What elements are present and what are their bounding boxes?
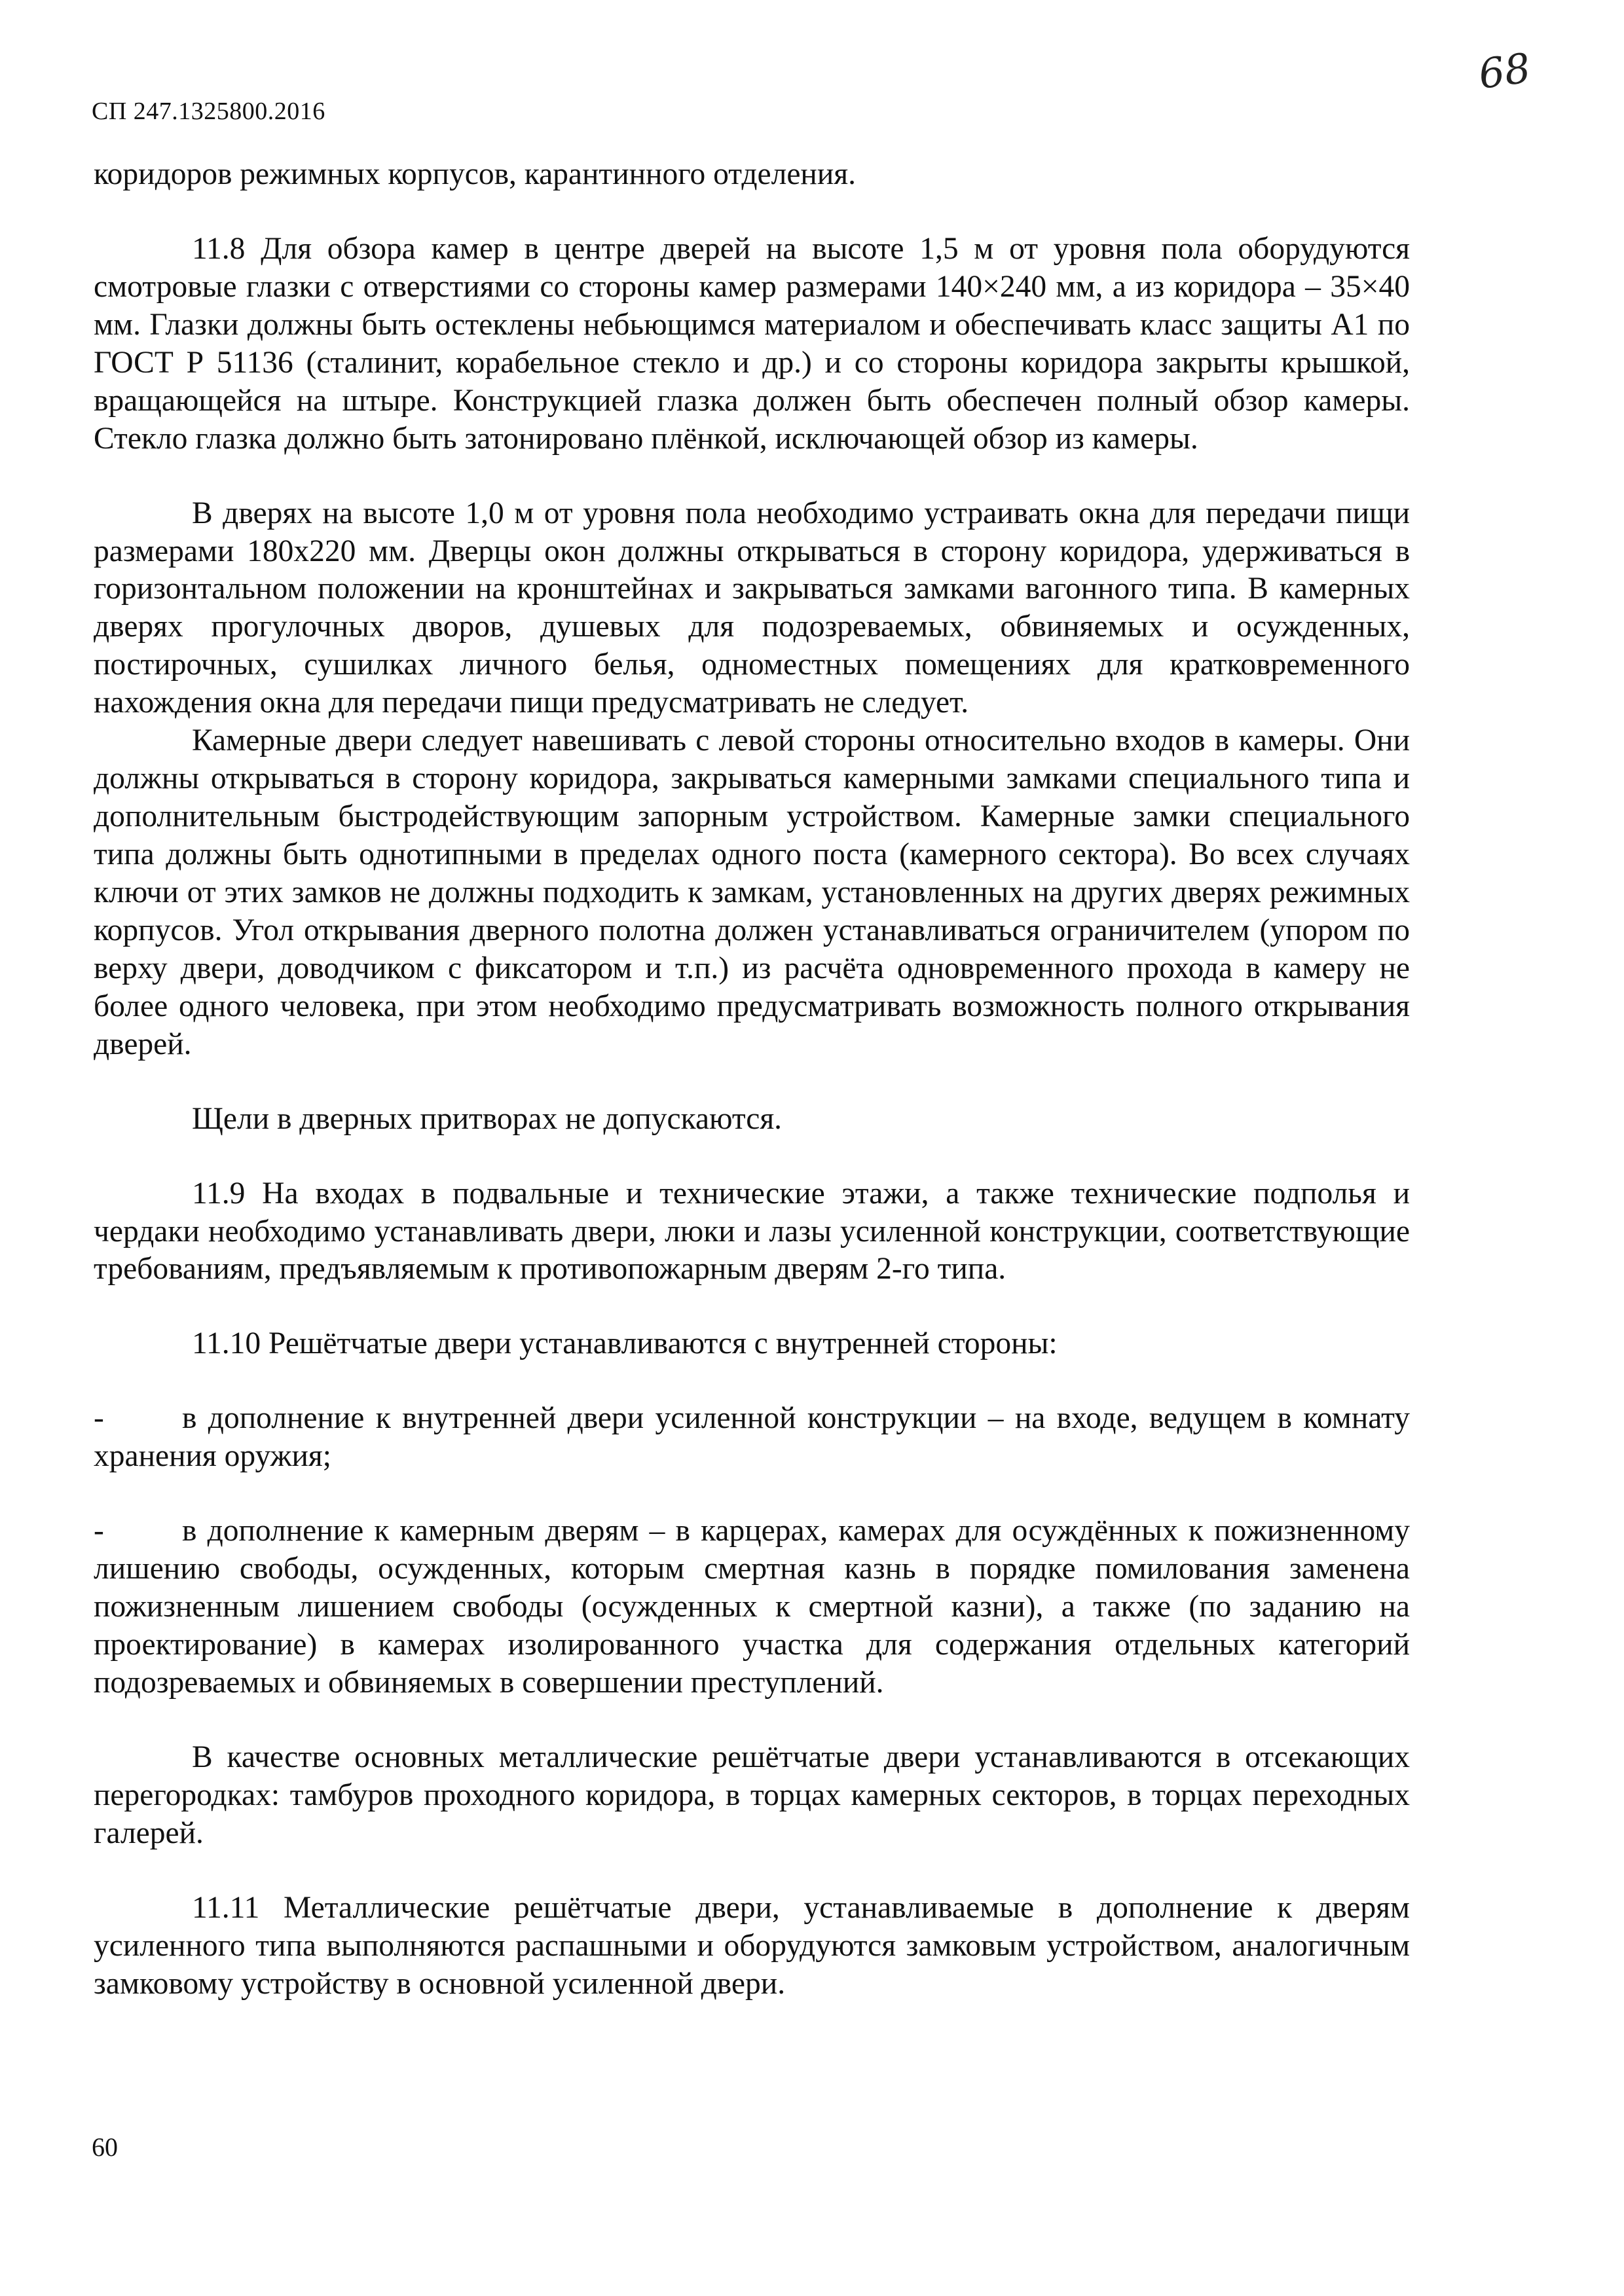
document-body xyxy=(94,156,1410,2003)
paragraph-lattice-doors: В качестве основных металлические решётчатые двери устанавливаются в отсекающих перегородках: тамбуров проходного коридора, в торцах камерных секторов, в торцах переходных галерей. xyxy=(94,1740,1410,1850)
list-item-text: в дополнение к камерным дверям – в карцерах, камерах для осуждённых к пожизненному лишению свободы, осужденных, которым смертная казнь в порядке помилования заменена пожизненным лишением свободы (осужденных к смертной казни), а также (по заданию на проектирование) в камерах изолированного участка для содержания отдельных категорий подозреваемых и обвиняемых в совершении преступлений. xyxy=(94,1514,1410,1700)
paragraph-11-8: 11.8 Для обзора камер в центре дверей на высоте 1,5 м от уровня пола оборудуются смотровые глазки с отверстиями со стороны камер размерами 140×240 мм, а из коридора – 35×40 мм. Глазки должны быть остеклены небьющимся материалом и обеспечивать класс защиты А1 по ГОСТ Р 51136 (сталинит, корабельное стекло и др.) и со стороны коридора закрыты крышкой, вращающейся на штыре. Конструкцией глазка должен быть обеспечен полный обзор камеры. Стекло глазка должно быть затонировано плёнкой, исключающей обзор из камеры. xyxy=(94,231,1410,456)
list-dash: - xyxy=(94,1514,104,1548)
paragraph-11-9: 11.9 На входах в подвальные и технические этажи, а также технические подполья и чердаки необходимо устанавливать двери, люки и лазы усиленной конструкции, соответствующие требованиям, предъявляемым к противопожарным дверям 2-го типа. xyxy=(94,1176,1410,1286)
list-dash: - xyxy=(94,1401,104,1436)
handwritten-page-number: 68 xyxy=(1475,43,1534,99)
list-item-cell-doors xyxy=(94,1512,1410,1702)
page-number: 60 xyxy=(92,2132,118,2162)
paragraph-11-11: 11.11 Металлические решётчатые двери, устанавливаемые в дополнение к дверям усиленного типа выполняются распашными и оборудуются замковым устройством, аналогичным замковому устройству в основной усиленной двери. xyxy=(94,1890,1410,2001)
paragraph-continuation: коридоров режимных корпусов, карантинного отделения. xyxy=(94,157,856,191)
paragraph-food-windows: В дверях на высоте 1,0 м от уровня пола необходимо устраивать окна для передачи пищи размерами 180х220 мм. Дверцы окон должны открываться в сторону коридора, удерживаться в горизонтальном положении на кронштейнах и закрываться замками вагонного типа. В камерных дверях прогулочных дворов, душевых для подозреваемых, обвиняемых и осужденных, постирочных, сушилках личного белья, одноместных помещениях для кратковременного нахождения окна для передачи пищи предусматривать не следует. xyxy=(94,496,1410,720)
paragraph-cell-doors: Камерные двери следует навешивать с левой стороны относительно входов в камеры. Они должны открываться в сторону коридора, закрываться камерными замками специального типа и дополнительным быстродействующим запорным устройством. Камерные замки специального типа должны быть однотипными в пределах одного поста (камерного сектора). Во всех случаях ключи от этих замков не должны подходить к замкам, установленных на других дверях режимных корпусов. Угол открывания дверного полотна должен устанавливаться ограничителем (упором по верху двери, доводчиком с фиксатором и т.п.) из расчёта одновременного прохода в камеру не более одного человека, при этом необходимо предусматривать возможность полного открывания дверей. xyxy=(94,723,1410,1061)
list-item-text: в дополнение к внутренней двери усиленной конструкции – на входе, ведущем в комнату хранения оружия; xyxy=(94,1401,1410,1474)
paragraph-gaps: Щели в дверных притворах не допускаются. xyxy=(192,1101,783,1136)
paragraph-11-10: 11.10 Решётчатые двери устанавливаются с внутренней стороны: xyxy=(192,1326,1058,1361)
list-item-weapons-room xyxy=(94,1400,1410,1476)
document-code: СП 247.1325800.2016 xyxy=(92,98,325,125)
